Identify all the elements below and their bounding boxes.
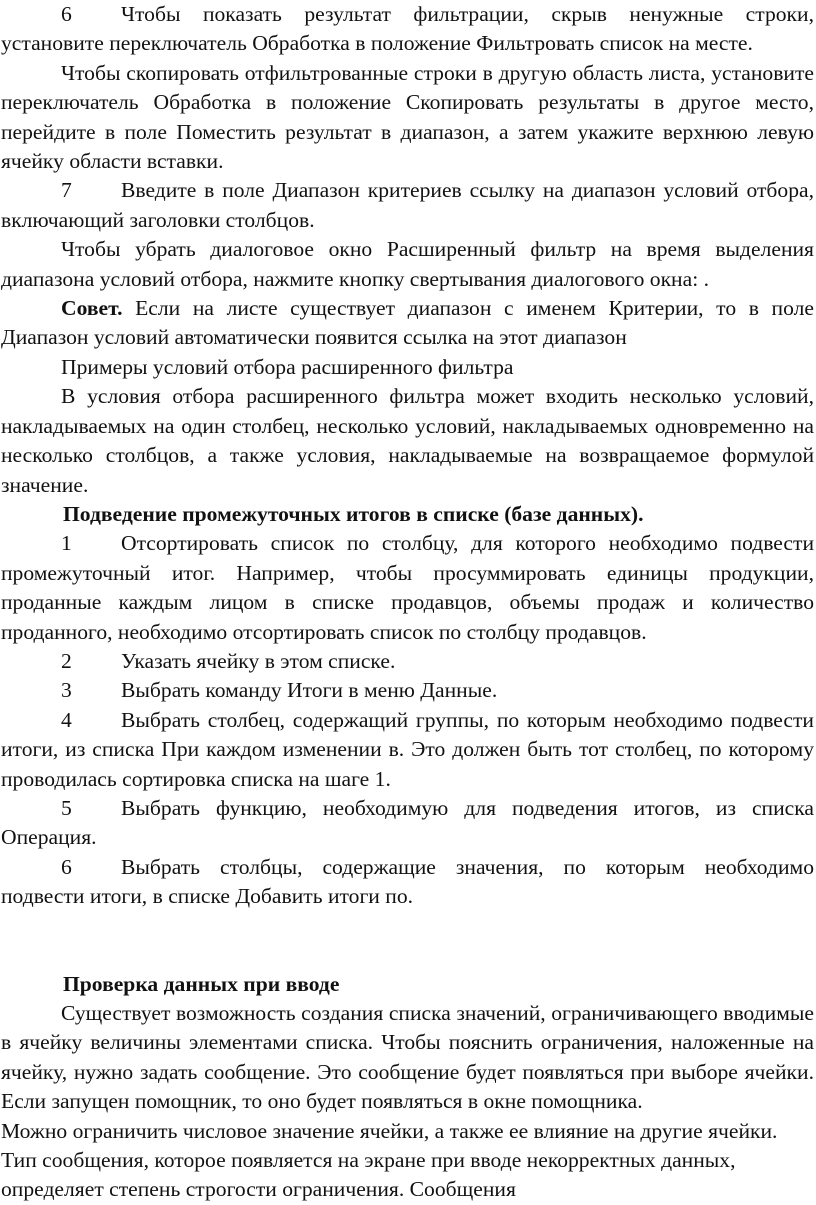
heading-data-validation: Проверка данных при вводе <box>63 971 340 996</box>
step-text: Отсортировать список по столбцу, для которого необходимо подвести промежуточный итог. Например, чтобы просуммировать единицы продукции, проданные каждым лицом в списке продавцов, объемы продаж и количество проданного, необходимо отсортировать список по столбцу продавцов. <box>1 531 814 644</box>
step-number: 3 <box>61 678 72 703</box>
heading-subtotals: Подведение промежуточных итогов в списке (базе данных). <box>63 501 644 526</box>
step-text: Выбрать столбцы, содержащие значения, по которым необходимо подвести итоги, в списке Добавить итоги по. <box>1 854 814 909</box>
subtotal-step <box>1 529 814 647</box>
step-number: 7 <box>61 178 72 203</box>
step-text: Введите в поле Диапазон критериев ссылку на диапазон условий отбора, включающий заголовки столбцов. <box>1 178 814 232</box>
subtotal-step <box>1 676 814 705</box>
blank-space <box>1 912 814 970</box>
step-number: 6 <box>61 854 72 879</box>
step-text: Выбрать функцию, необходимую для подведения итогов, из списка Операция. <box>1 795 814 850</box>
paragraph-validation-restrict: Можно ограничить числовое значение ячейки, а также ее влияние на другие ячейки. Тип сообщения, которое появляется на экране при вводе некорректных данных, определяет степень строгости ограничения. Сообщения <box>1 1118 778 1202</box>
paragraph-tip <box>1 294 814 353</box>
tip-text: Если на листе существует диапазон с именем Критерии, то в поле Диапазон условий автоматически появится ссылка на этот диапазон <box>1 296 814 350</box>
tip-label: Совет. <box>61 296 123 321</box>
paragraph-collapse-dialog: Чтобы убрать диалоговое окно Расширенный фильтр на время выделения диапазона условий отбора, нажмите кнопку свертывания диалогового окна: . <box>1 237 814 291</box>
step-number: 2 <box>61 648 72 673</box>
paragraph-examples: В условия отбора расширенного фильтра может входить несколько условий, накладываемых на один столбец, несколько условий, накладываемых одновременно на несколько столбцов, а также условия, накладываемые на возвращаемое формулой значение. <box>1 384 814 497</box>
step-text: Выбрать столбец, содержащий группы, по которым необходимо подвести итоги, из списка При каждом изменении в. Это должен быть тот столбец, по которому проводилась сортировка списка на шаге 1. <box>1 707 814 791</box>
paragraph-copy-results: Чтобы скопировать отфильтрованные строки в другую область листа, установите переключатель Обработка в положение Скопировать результаты в другое место, перейдите в поле Поместить результат в диапазон, а затем укажите верхнюю левую ячейку области вставки. <box>1 60 814 174</box>
step-number: 1 <box>61 531 72 556</box>
paragraph-validation-list: Существует возможность создания списка значений, ограничивающего вводимые в ячейку величины элементами списка. Чтобы пояснить ограничения, наложенные на ячейку, нужно задать сообщение. Это сообщение будет появляться при выборе ячейки. Если запущен помощник, то оно будет появляться в окне помощника. <box>1 1001 814 1114</box>
subtotal-step <box>1 853 814 912</box>
paragraph-examples-title: Примеры условий отбора расширенного фильтра <box>61 354 514 379</box>
step-text: Чтобы показать результат фильтрации, скрыв ненужные строки, установите переключатель Обработка в положение Фильтровать список на месте. <box>1 2 814 56</box>
paragraph-filter-step-6 <box>1 0 814 59</box>
subtotal-step <box>1 706 814 794</box>
paragraph-filter-step-7 <box>1 176 814 235</box>
step-text: Указать ячейку в этом списке. <box>121 648 396 673</box>
step-number: 6 <box>61 2 72 26</box>
step-number: 4 <box>61 707 72 732</box>
step-number: 5 <box>61 795 72 820</box>
subtotal-step <box>1 794 814 853</box>
subtotal-step <box>1 647 814 676</box>
step-text: Выбрать команду Итоги в меню Данные. <box>121 678 498 703</box>
